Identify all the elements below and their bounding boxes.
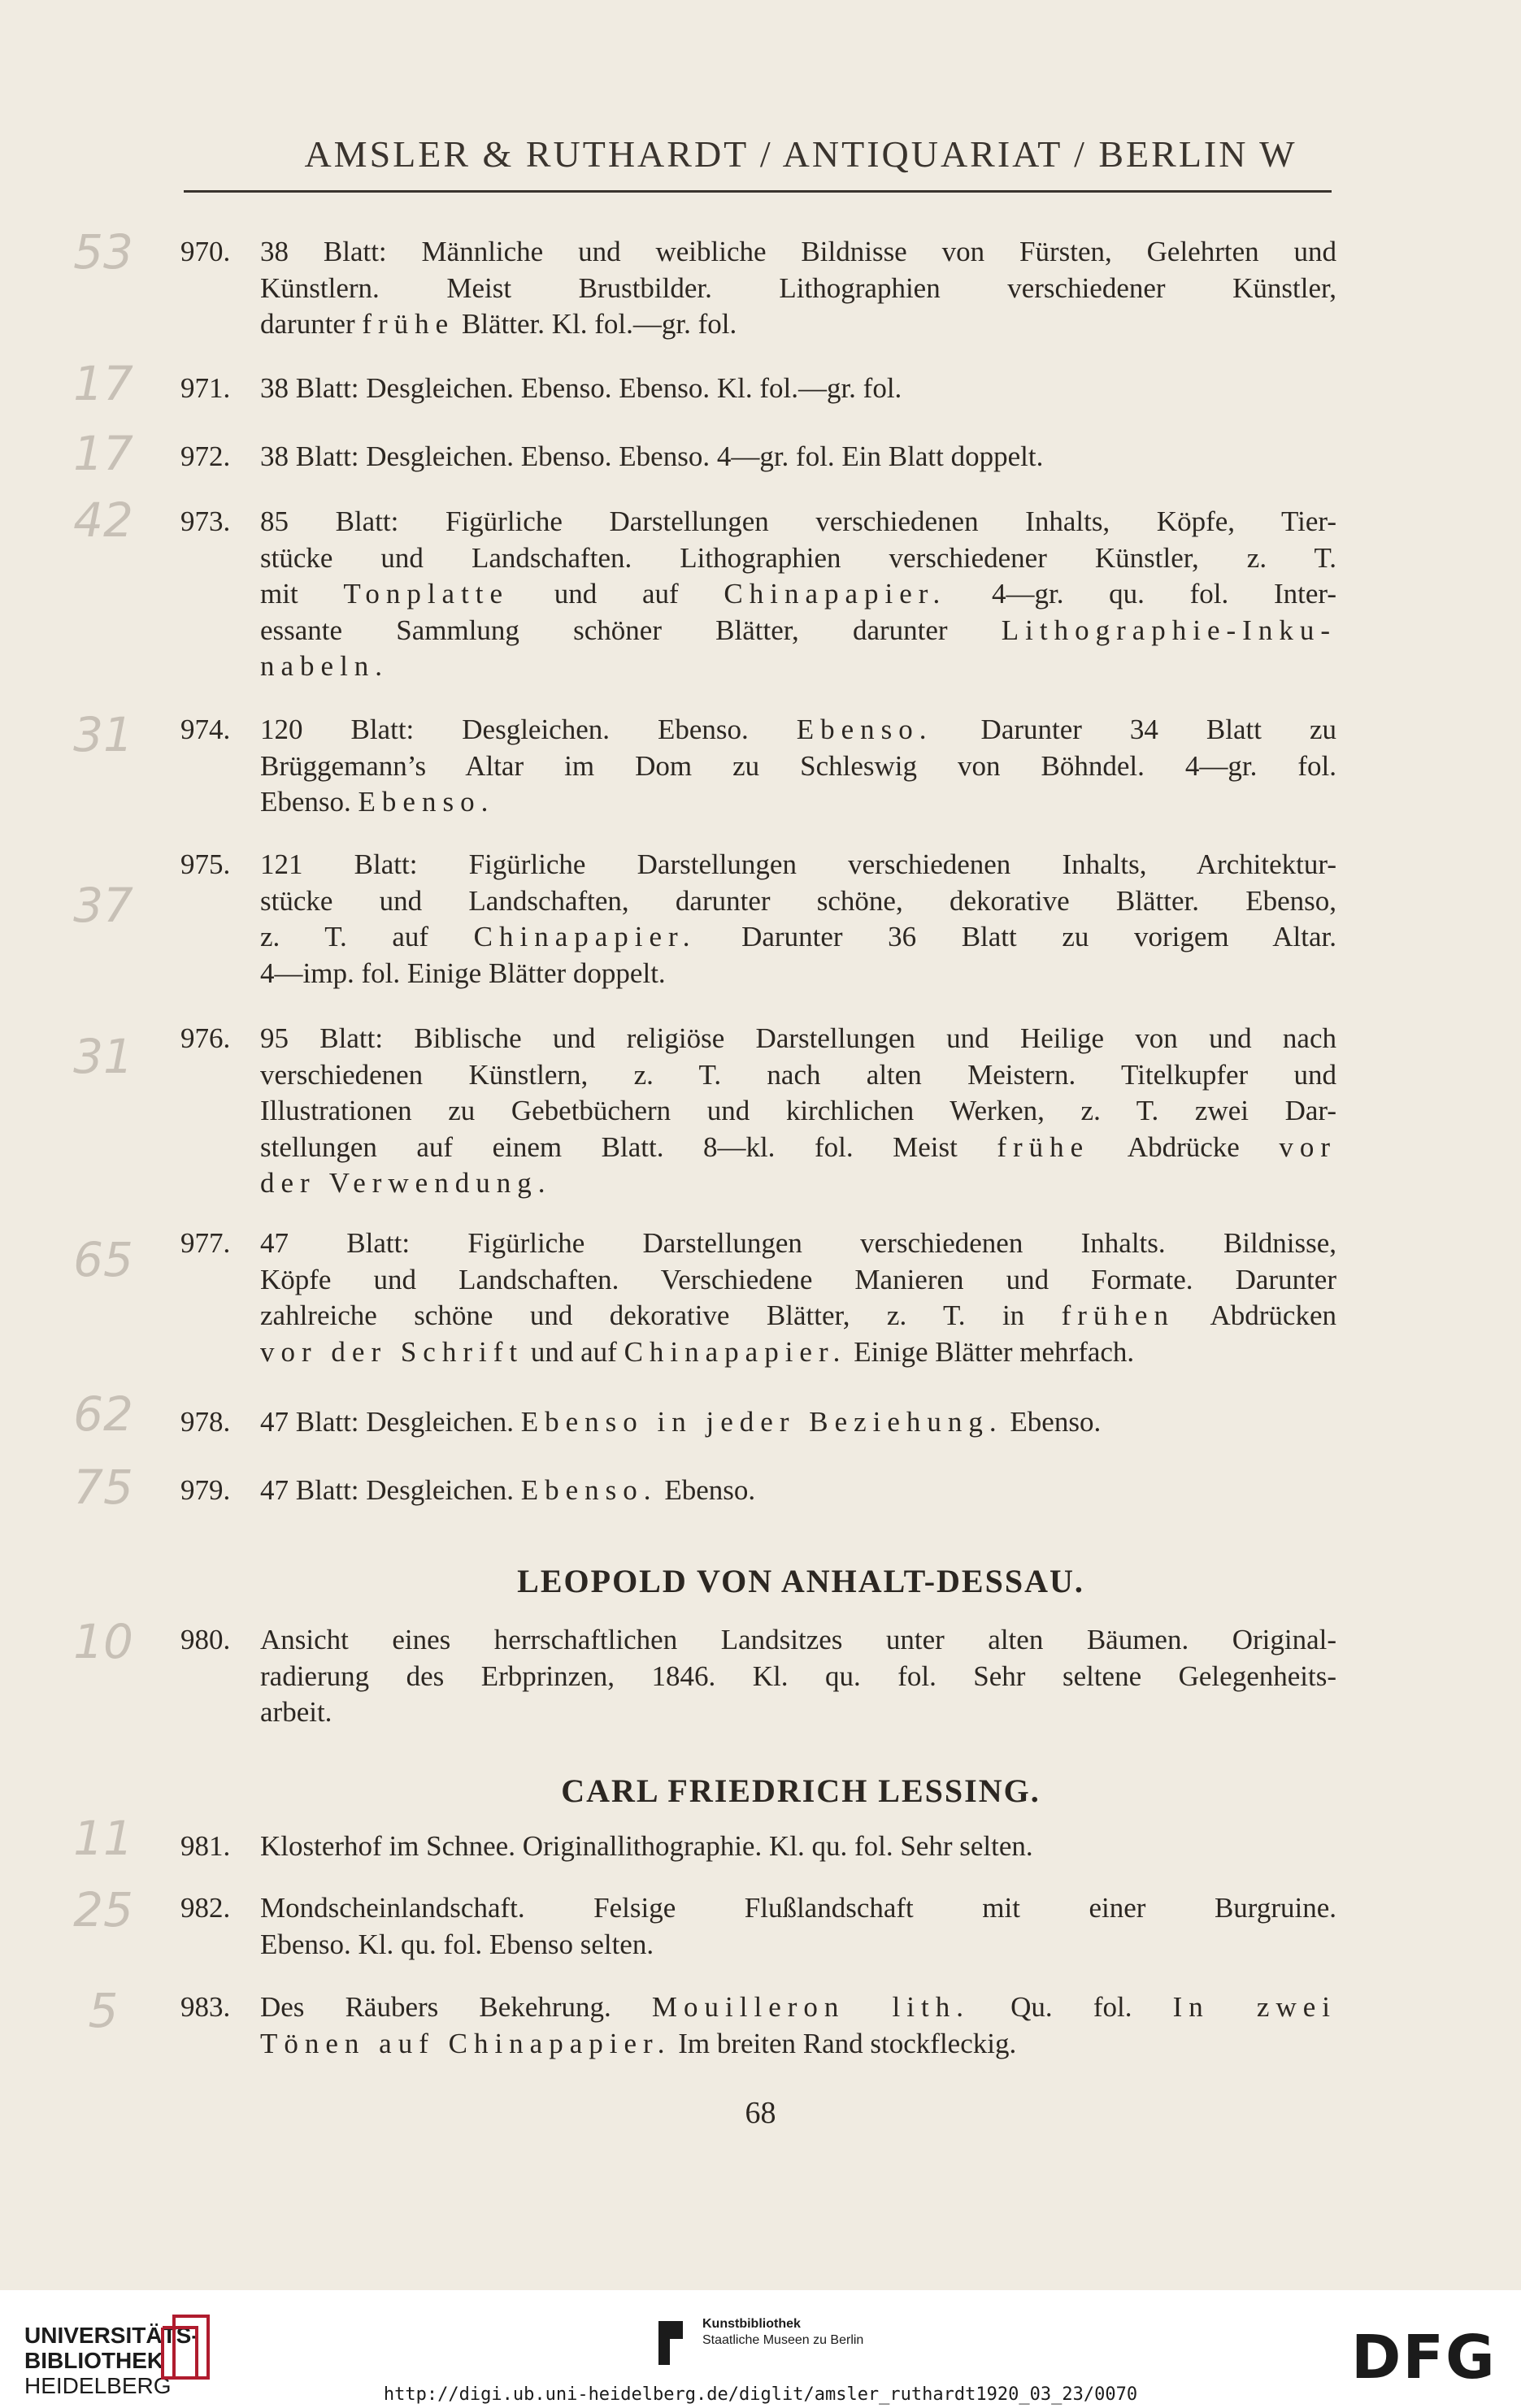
entry-number: 979. <box>180 1474 231 1506</box>
pencil-price-note: 5 <box>88 1983 119 2038</box>
entry-description <box>260 1021 1336 1202</box>
entry-description <box>260 1404 1336 1441</box>
entry-number: 975. <box>180 848 231 880</box>
entry-description <box>260 1829 1336 1865</box>
text-run: Künstlern. Meist Brustbilder. Lithographien verschiedener Künstler, <box>260 271 1336 304</box>
pencil-price-note: 25 <box>73 1882 133 1937</box>
text-run: stellungen auf einem Blatt. 8—kl. fol. Meist <box>260 1130 997 1163</box>
text-run: Ansicht eines herrschaftlichen Landsitzes unter alten Bäumen. Original- <box>260 1624 1336 1655</box>
text-run: 47 Blatt: Figürliche Darstellungen verschiedenen Inhalts. Bildnisse, <box>260 1227 1336 1259</box>
spaced-text: Tönen auf Chinapapier. <box>260 2027 671 2059</box>
text-run: Mondscheinlandschaft. Felsige Flußlandschaft mit einer Burgruine. <box>260 1892 1336 1924</box>
entry-number: 971. <box>180 372 231 404</box>
pencil-price-note: 31 <box>73 707 133 762</box>
text-run: zahlreiche schöne und dekorative Blätter, z. T. in <box>260 1299 1062 1331</box>
entry-line <box>260 234 1336 271</box>
entry-number: 972. <box>180 440 231 472</box>
entry-description <box>260 1622 1336 1731</box>
text-run: verschiedenen Künstlern, z. T. nach alten Meistern. Titelkupfer und <box>260 1058 1336 1091</box>
ub-heidelberg-logo-icon <box>159 2313 211 2384</box>
text-run: 38 Blatt: Männliche und weibliche Bildnisse von Fürsten, Gelehrten und <box>260 236 1336 267</box>
spaced-text: Chinapapier. <box>473 921 697 952</box>
section-heading-lessing: CARL FRIEDRICH LESSING. <box>561 1772 1041 1809</box>
spaced-text: Tonplatte <box>343 578 510 610</box>
spaced-text: Mouilleron lith. <box>651 1991 970 2023</box>
entry-line <box>260 1829 1336 1865</box>
kunstbibliothek-wordmark <box>702 2316 863 2349</box>
pencil-price-note: 65 <box>73 1232 133 1287</box>
entry-line <box>260 1659 1336 1695</box>
text-run: und auf <box>524 1335 624 1368</box>
text-run: Klosterhof im Schnee. Originallithographie. Kl. qu. fol. Sehr selten. <box>260 1830 1033 1862</box>
text-run: 4—imp. fol. Einige Blätter doppelt. <box>260 957 666 989</box>
spaced-text: In zwei <box>1172 1991 1336 2023</box>
entry-line <box>260 1334 1336 1371</box>
text-run: Des Räubers Bekehrung. <box>260 1991 652 2023</box>
pencil-price-note: 75 <box>73 1460 133 1515</box>
text-run: Brüggemann’s Altar im Dom zu Schleswig von Böhndel. 4—gr. fol. <box>260 749 1336 782</box>
text-run: radierung des Erbprinzen, 1846. Kl. qu. fol. Sehr seltene Gelegenheits- <box>260 1660 1336 1692</box>
spaced-text: Ebenso. <box>520 1474 658 1506</box>
entry-description <box>260 1989 1336 2062</box>
permalink-url[interactable]: http://digi.ub.uni-heidelberg.de/diglit/amsler_ruthardt1920_03_23/0070 <box>383 2384 1138 2405</box>
section-heading-anhalt: LEOPOLD VON ANHALT-DESSAU. <box>517 1563 1084 1599</box>
entry-number: 983. <box>180 1991 231 2023</box>
dfg-logo: DFG <box>1351 2323 1497 2393</box>
text-run: essante Sammlung schöner Blätter, darunter <box>260 614 1002 646</box>
text-run: Darunter 34 Blatt zu <box>932 714 1336 745</box>
entry-line <box>260 371 1336 407</box>
spaced-text: nabeln. <box>260 650 389 682</box>
entry-description <box>260 712 1336 821</box>
spaced-text: frühe <box>997 1130 1090 1163</box>
entry-line <box>260 271 1336 307</box>
entry-line <box>260 847 1336 883</box>
kb-title: Kunstbibliothek <box>702 2317 801 2331</box>
text-run: Illustrationen zu Gebetbüchern und kirchlichen Werken, z. T. zwei Dar- <box>260 1095 1336 1126</box>
entry-line <box>260 1473 1336 1509</box>
text-run: 4—gr. qu. fol. Inter- <box>946 578 1336 610</box>
pencil-price-note: 42 <box>73 492 133 548</box>
entry-line <box>260 540 1336 577</box>
spaced-text: der Verwendung. <box>260 1167 552 1199</box>
text-run: Im breiten Rand stockfleckig. <box>671 2027 1017 2059</box>
entry-number: 977. <box>180 1227 231 1259</box>
entry-line <box>260 784 1336 821</box>
text-run: arbeit. <box>260 1696 332 1728</box>
spaced-text: frühen <box>1061 1299 1175 1331</box>
entry-line <box>260 1622 1336 1659</box>
pencil-price-note: 37 <box>73 878 133 933</box>
text-run: Ebenso. <box>260 786 359 818</box>
entry-line <box>260 306 1336 343</box>
entry-line <box>260 1130 1336 1166</box>
entry-line <box>260 1694 1336 1731</box>
entry-description <box>260 234 1336 343</box>
entry-line <box>260 1226 1336 1262</box>
entry-line <box>260 1298 1336 1334</box>
text-run: Köpfe und Landschaften. Verschiedene Manieren und Formate. Darunter <box>260 1263 1336 1295</box>
entry-line <box>260 883 1336 920</box>
running-head: AMSLER & RUTHARDT / ANTIQUARIAT / BERLIN W <box>304 133 1297 175</box>
pencil-price-note: 11 <box>73 1811 133 1866</box>
entry-line <box>260 1021 1336 1057</box>
entry-line <box>260 1404 1336 1441</box>
entry-number: 974. <box>180 714 231 745</box>
text-run: Ebenso. <box>1002 1406 1102 1438</box>
entry-line <box>260 956 1336 992</box>
text-run: Darunter 36 Blatt zu vorigem Altar. <box>696 921 1336 952</box>
spaced-text: Chinapapier. <box>624 1335 847 1368</box>
spaced-text: Ebenso. <box>358 786 495 818</box>
entry-description <box>260 1473 1336 1509</box>
entry-number: 981. <box>180 1830 231 1862</box>
spaced-text: Lithographie-Inku- <box>1001 614 1336 646</box>
entry-description <box>260 1890 1336 1963</box>
entry-line <box>260 1093 1336 1130</box>
entry-line <box>260 439 1336 475</box>
entry-line <box>260 1890 1336 1927</box>
text-run: Einige Blätter mehrfach. <box>846 1335 1135 1368</box>
entry-line <box>260 1989 1336 2026</box>
ub-line-1: UNIVERSITÄTS- <box>24 2323 199 2348</box>
text-run: 95 Blatt: Biblische und religiöse Darstellungen und Heilige von und nach <box>260 1022 1336 1054</box>
pencil-price-note: 17 <box>73 426 133 481</box>
text-run: Ebenso. <box>657 1474 756 1506</box>
entry-line <box>260 613 1336 649</box>
kb-subtitle: Staatliche Museen zu Berlin <box>702 2333 864 2347</box>
text-run: Abdrücken <box>1174 1299 1336 1331</box>
entry-line <box>260 1262 1336 1299</box>
text-run: und auf <box>509 578 724 610</box>
spaced-text: Chinapapier. <box>724 578 947 610</box>
text-run: Ebenso. Kl. qu. fol. Ebenso selten. <box>260 1928 654 1960</box>
spaced-text: vor der Schrift <box>260 1335 524 1368</box>
entry-number: 973. <box>180 505 231 537</box>
entry-description <box>260 504 1336 685</box>
spaced-text: Ebenso in jeder Beziehung. <box>520 1406 1003 1438</box>
text-run: Blätter. Kl. fol.—gr. fol. <box>454 308 737 340</box>
text-run: darunter <box>260 308 363 340</box>
entry-number: 970. <box>180 236 231 267</box>
text-run: 120 Blatt: Desgleichen. Ebenso. <box>260 714 797 745</box>
text-run: Qu. fol. <box>969 1991 1173 2023</box>
entry-line <box>260 576 1336 613</box>
pencil-price-note: 53 <box>73 224 133 280</box>
pencil-price-note: 17 <box>73 356 133 411</box>
text-run: mit <box>260 578 344 610</box>
text-run: 38 Blatt: Desgleichen. Ebenso. Ebenso. 4—gr. fol. Ein Blatt doppelt. <box>260 440 1044 472</box>
header-rule <box>184 190 1332 193</box>
page-number: 68 <box>745 2096 776 2130</box>
entry-line <box>260 1057 1336 1094</box>
entry-line <box>260 919 1336 956</box>
text-run: 47 Blatt: Desgleichen. <box>260 1406 521 1438</box>
entry-line <box>260 1165 1336 1202</box>
kunstbibliothek-logo-icon <box>650 2315 689 2375</box>
spaced-text: vor <box>1279 1130 1336 1163</box>
ub-line-2: BIBLIOTHEK <box>24 2348 164 2373</box>
pencil-price-note: 10 <box>73 1614 133 1669</box>
text-run: stücke und Landschaften. Lithographien verschiedener Künstler, z. T. <box>260 541 1336 574</box>
ub-line-3: HEIDELBERG <box>24 2373 172 2398</box>
entry-number: 978. <box>180 1406 231 1438</box>
text-run: 85 Blatt: Figürliche Darstellungen verschiedenen Inhalts, Köpfe, Tier- <box>260 505 1336 537</box>
text-run: Abdrücke <box>1089 1130 1280 1163</box>
text-run: 121 Blatt: Figürliche Darstellungen verschiedenen Inhalts, Architektur- <box>260 848 1336 880</box>
spaced-text: frühe <box>362 308 455 340</box>
text-run: 47 Blatt: Desgleichen. <box>260 1474 521 1506</box>
entry-description <box>260 1226 1336 1370</box>
entry-line <box>260 504 1336 540</box>
text-run: z. T. auf <box>260 921 474 952</box>
entry-line <box>260 649 1336 685</box>
entry-line <box>260 1927 1336 1963</box>
text-run: 38 Blatt: Desgleichen. Ebenso. Ebenso. Kl. fol.—gr. fol. <box>260 372 902 404</box>
entry-number: 980. <box>180 1624 231 1655</box>
footer-bar <box>0 2290 1521 2408</box>
spaced-text: Ebenso. <box>796 714 933 745</box>
text-run: stücke und Landschaften, darunter schöne, dekorative Blätter. Ebenso, <box>260 884 1336 917</box>
entry-number: 982. <box>180 1892 231 1924</box>
pencil-price-note: 31 <box>73 1029 133 1084</box>
entry-description <box>260 439 1336 475</box>
entry-line <box>260 748 1336 785</box>
entry-description <box>260 847 1336 991</box>
entry-number: 976. <box>180 1022 231 1054</box>
entry-line <box>260 712 1336 748</box>
entry-description <box>260 371 1336 407</box>
entry-line <box>260 2026 1336 2063</box>
pencil-price-note: 62 <box>73 1386 133 1442</box>
